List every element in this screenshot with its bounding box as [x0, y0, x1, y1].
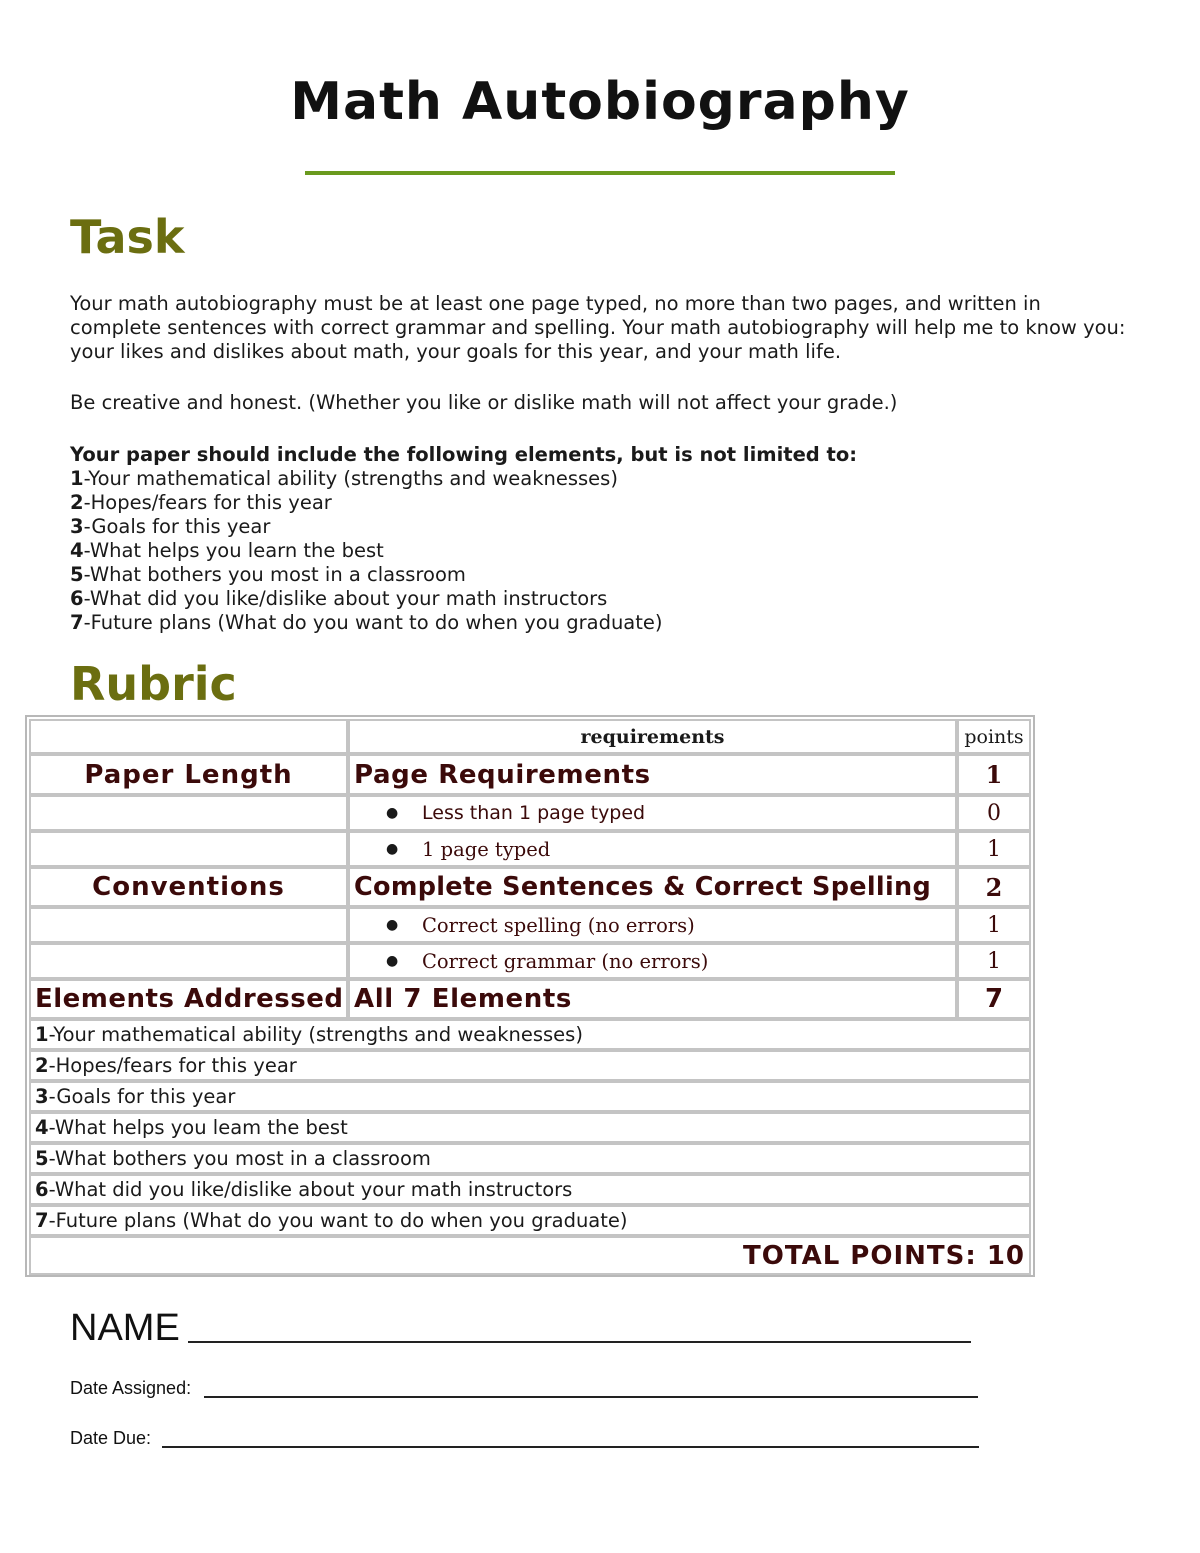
- title-divider: [305, 171, 895, 175]
- rubric-points: 1: [957, 907, 1031, 943]
- task-paragraph-1: Your math autobiography must be at least one page typed, no more than two pages, and written in complete sentences with correct grammar and spelling. Your math autobiography will help me to know you: your likes and dislikes about math, your goals for this year, and your math life.: [70, 292, 1126, 363]
- rubric-requirement-page: Page Requirements: [348, 754, 957, 795]
- date-due-line[interactable]: [162, 1446, 979, 1448]
- list-item: 2-Hopes/fears for this year: [70, 491, 332, 514]
- rubric-criterion: ● Correct grammar (no errors): [348, 943, 957, 979]
- rubric-header-blank: [29, 719, 348, 754]
- rubric-criterion: ● Less than 1 page typed: [348, 795, 957, 831]
- rubric-points: 1: [957, 754, 1031, 795]
- date-assigned-line[interactable]: [204, 1396, 978, 1398]
- task-paragraph-2: Be creative and honest. (Whether you like or dislike math will not affect your grade.): [70, 391, 898, 414]
- task-body: [70, 292, 1130, 635]
- rubric-element-row: 6 -What did you like/dislike about your math instructors: [29, 1174, 1031, 1205]
- task-heading: Task: [70, 210, 185, 264]
- elements-lead: Your paper should include the following elements, but is not limited to:: [70, 443, 858, 466]
- rubric-header-points: points: [957, 719, 1031, 754]
- elements-list: [70, 467, 1130, 635]
- rubric-element-row: 2 -Hopes/fears for this year: [29, 1050, 1031, 1081]
- rubric-element-row: 5 -What bothers you most in a classroom: [29, 1143, 1031, 1174]
- rubric-category-conventions: Conventions: [29, 867, 348, 907]
- list-item: 7-Future plans (What do you want to do when you graduate): [70, 611, 663, 634]
- rubric-points: 1: [957, 831, 1031, 867]
- rubric-category-elements: Elements Addressed: [29, 979, 348, 1019]
- rubric-points: 1: [957, 943, 1031, 979]
- rubric-points: 7: [957, 979, 1031, 1019]
- rubric-table: [25, 715, 1035, 1277]
- rubric-header-requirements: requirements: [348, 719, 957, 754]
- rubric-element-row: 7 -Future plans (What do you want to do when you graduate): [29, 1205, 1031, 1236]
- rubric-requirement-elements: All 7 Elements: [348, 979, 957, 1019]
- list-item: 6-What did you like/dislike about your math instructors: [70, 587, 608, 610]
- list-item: 4-What helps you learn the best: [70, 539, 384, 562]
- rubric-element-row: 4 -What helps you leam the best: [29, 1112, 1031, 1143]
- page-title: Math Autobiography: [290, 72, 910, 132]
- rubric-points: 2: [957, 867, 1031, 907]
- date-due-label: Date Due:: [70, 1428, 152, 1448]
- list-item: 3-Goals for this year: [70, 515, 271, 538]
- rubric-category-paper-length: Paper Length: [29, 754, 348, 795]
- rubric-criterion: ● Correct spelling (no errors): [348, 907, 957, 943]
- name-input-line[interactable]: [188, 1341, 971, 1343]
- rubric-total-points: TOTAL POINTS: 10: [29, 1236, 1031, 1275]
- rubric-heading: Rubric: [70, 657, 237, 711]
- rubric-criterion: ● 1 page typed: [348, 831, 957, 867]
- rubric-requirement-sentences: Complete Sentences & Correct Spelling: [348, 867, 957, 907]
- rubric-element-row: 1 -Your mathematical ability (strengths and weaknesses): [29, 1019, 1031, 1050]
- list-item: 1-Your mathematical ability (strengths and weaknesses): [70, 467, 618, 490]
- rubric-element-row: 3 -Goals for this year: [29, 1081, 1031, 1112]
- date-assigned-label: Date Assigned:: [70, 1378, 192, 1398]
- list-item: 5-What bothers you most in a classroom: [70, 563, 466, 586]
- name-label: NAME: [70, 1307, 180, 1349]
- rubric-points: 0: [957, 795, 1031, 831]
